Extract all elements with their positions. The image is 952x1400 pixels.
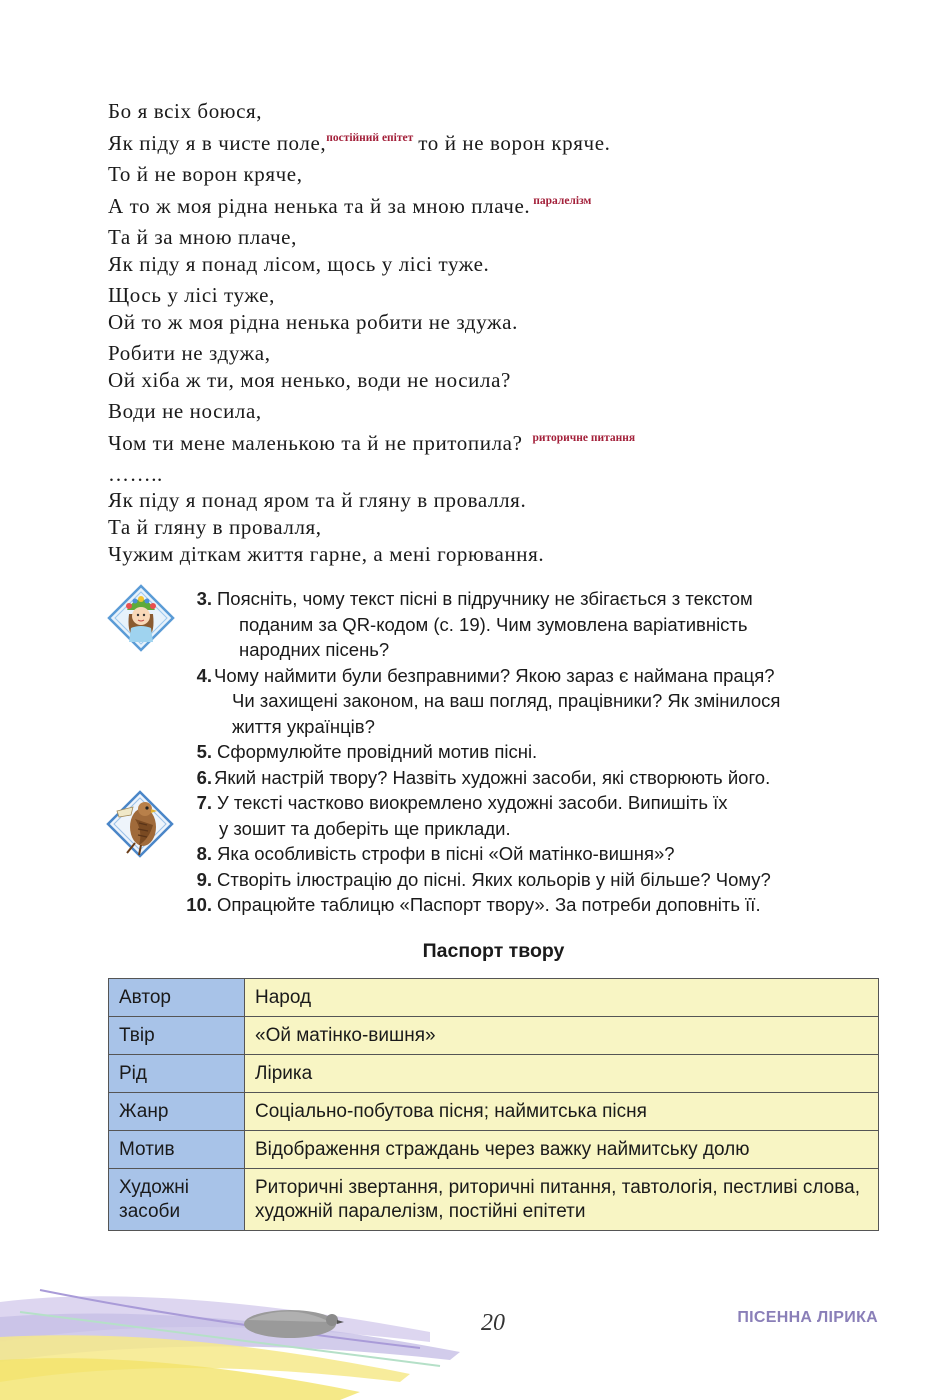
poem-line: Бо я всіх боюся, [108,99,263,123]
question-text [212,739,537,765]
row-value: Лірика [245,1055,879,1093]
question-line: у зошит та доберіть ще приклади. [219,817,511,839]
row-key: Мотив [109,1131,245,1169]
table-row [109,1017,879,1055]
question-line: У тексті частково виокремлено художні засоби. Випишіть їх [217,792,728,813]
question-line: Поясніть, чому текст пісні в підручнику не збігається з текстом [217,588,753,609]
question-line: Чи захищені законом, на ваш погляд, працівники? Як змінилося [232,690,781,711]
question-text [212,586,753,663]
question-number: 5. [196,741,212,762]
question-line: Створіть ілюстрацію до пісні. Яких кольорів у ній більше? Чому? [217,868,771,890]
page-number: 20 [481,1310,505,1336]
question-item [172,867,872,893]
question-number: 7. [196,792,212,813]
table-row [109,1093,879,1131]
annotation-parallelism: паралелізм [533,195,592,207]
poem-line: Як піду я понад лісом, щось у лісі туже. [108,252,490,276]
question-number: 6. [196,766,212,788]
questions-list [172,586,872,918]
poem-line: Як піду я понад яром та й гляну в провалля. [108,488,527,512]
poem-line-tail: то й не ворон кряче. [418,131,611,155]
row-key: Художні засоби [109,1169,245,1231]
poem-line [108,425,888,457]
poem-line: Ой то ж моя рідна ненька робити не здужа. [108,310,518,334]
poem-line-text: А то ж моя рідна ненька та й за мною плаче. [108,194,531,218]
question-text [212,892,761,918]
question-text [212,867,771,893]
stanza [108,340,888,394]
row-value: Соціально-побутова пісня; наймитська пісня [245,1093,879,1131]
annotation-epithet: постійний епітет [326,132,414,144]
question-item [172,892,872,918]
stanza [108,98,888,157]
question-item [172,663,872,740]
question-line: життя українців? [232,715,375,737]
ellipsis: …….. [108,462,163,486]
section-title: ПІСЕННА ЛІРИКА [737,1309,878,1326]
row-key: Автор [109,979,245,1017]
poem-line [108,188,888,220]
row-value: Відображення страждань через важку наймитську долю [245,1131,879,1169]
question-item [172,739,872,765]
row-value: Риторичні звертання, риторичні питання, тавтологія, пестливі слова, художній паралелізм, постійні епітети [245,1169,879,1231]
poem-line: Та й за мною плаче, [108,225,297,249]
row-value: «Ой матінко-вишня» [245,1017,879,1055]
question-number: 8. [196,843,212,864]
poem-line: Робити не здужа, [108,341,271,365]
row-value: Народ [245,979,879,1017]
poem-line: То й не ворон кряче, [108,162,303,186]
stanza [108,161,888,220]
poem [108,98,888,568]
poem-line-text: Чом ти мене маленькою та й не притопила? [108,431,523,455]
poem-line: Води не носила, [108,399,262,423]
question-line: Яка особливість строфи в пісні «Ой матінко-вишня»? [217,843,675,864]
poem-line: Ой хіба ж ти, моя ненько, води не носила? [108,368,511,392]
question-line: народних пісень? [239,639,390,660]
table-row [109,1169,879,1231]
question-line: Який настрій твору? Назвіть художні засоби, які створюють його. [214,766,771,788]
row-key: Жанр [109,1093,245,1131]
stanza [108,398,888,457]
question-line: Чому наймити були безправними? Якою зараз є наймана праця? [214,664,775,686]
poem-line: Щось у лісі туже, [108,283,275,307]
poem-line-text: Як піду я в чисте поле, [108,131,327,155]
question-number: 9. [196,868,212,890]
row-key: Твір [109,1017,245,1055]
question-item [172,841,872,867]
question-text [212,765,770,791]
passport-table [108,978,879,1231]
poem-line: Чужим діткам життя гарне, а мені горювання. [108,542,545,566]
row-key: Рід [109,1055,245,1093]
question-line: Сформулюйте провідний мотив пісні. [217,741,538,762]
question-text [212,790,728,841]
question-number: 3. [196,588,212,609]
question-number: 10. [186,894,212,915]
question-number: 4. [196,664,212,686]
stanza [108,224,888,278]
poem-line [108,125,888,157]
table-row [109,979,879,1017]
question-line: Опрацюйте таблицю «Паспорт твору». За потреби доповніть її. [217,894,761,915]
question-item [172,586,872,663]
table-title: Паспорт твору [422,940,565,962]
girl-wreath-icon [107,584,175,652]
stanza [108,282,888,336]
question-item [172,765,872,791]
annotation-rhetorical-question: риторичне питання [532,432,636,444]
table-row [109,1055,879,1093]
question-line: поданим за QR-кодом (с. 19). Чим зумовлена варіативність [239,613,748,635]
question-item [172,790,872,841]
bird-icon [105,789,175,859]
question-text [212,841,675,867]
table-row [109,1131,879,1169]
poem-line: Та й гляну в провалля, [108,515,322,539]
footer-decoration [0,1282,520,1400]
question-text [212,663,780,740]
